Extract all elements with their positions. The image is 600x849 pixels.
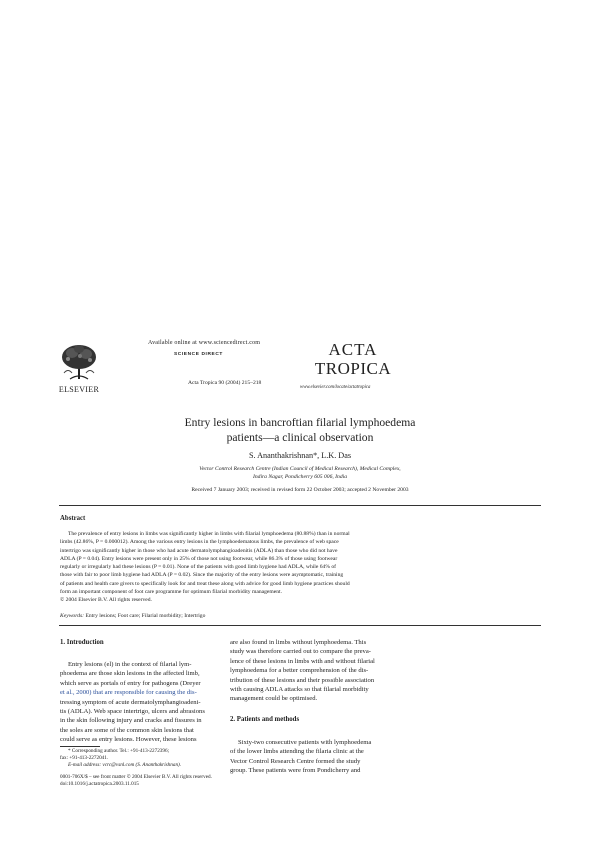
footnote-line-1: * Corresponding author. Tel.: +91-413-2272396; bbox=[68, 748, 170, 754]
abstract-line: regularly or irregularly had these lesions (P = 0.01). None of the patients with good limb hygiene had ADLA, while 64% of bbox=[60, 564, 337, 571]
abstract-bottom-rule bbox=[59, 625, 541, 626]
elsevier-wordmark: ELSEVIER bbox=[58, 385, 100, 394]
intro-line: lence of these lesions in limbs with and without filarial bbox=[230, 657, 375, 665]
methods-line: of the lower limbs attending the filaria clinic at the bbox=[230, 748, 364, 756]
intro-line: tribution of these lesions and their possible association bbox=[230, 676, 375, 684]
abstract-heading: Abstract bbox=[60, 515, 86, 522]
abstract-line: intertrigo was significantly higher in those who had acute dermatolymphangioadenitis (ADLA) than those who did not have bbox=[60, 547, 338, 554]
footer-line-1: 0001-706X/$ – see front matter © 2004 Elsevier B.V. All rights reserved. bbox=[60, 774, 212, 780]
intro-line: are also found in limbs without lymphoedema. This bbox=[230, 639, 367, 646]
keywords-list: Entry lesions; Foot care; Filarial morbidity; Intertrigo bbox=[85, 613, 206, 619]
footnote-rule bbox=[60, 746, 100, 747]
journal-logo-line2: TROPICA bbox=[314, 359, 392, 378]
footnote-line-3: E-mail address: vcrc@vsnl.com (S. Ananthakrishnan). bbox=[68, 762, 182, 769]
keywords-label: Keywords: bbox=[60, 613, 85, 619]
intro-left-text bbox=[60, 660, 214, 745]
abstract-line: ADLA (P = 0.04). Entry lesions were present only in 25% of those not using footwear, while 86.3% of those using footwear bbox=[60, 555, 338, 562]
methods-heading: 2. Patients and methods bbox=[230, 716, 300, 723]
title-line-1: Entry lesions in bancroftian filarial lymphoedema bbox=[184, 416, 416, 429]
footnote bbox=[60, 748, 220, 770]
authors: S. Ananthakrishnan*, L.K. Das bbox=[248, 451, 352, 460]
sciencedirect-wordmark: SCIENCE DIRECT bbox=[174, 352, 223, 357]
methods-text bbox=[230, 738, 384, 776]
affiliation-line-1: Vector Control Research Centre (Indian Council of Medical Research), Medical Complex, bbox=[199, 466, 401, 472]
title-line-2: patients—a clinical observation bbox=[226, 430, 374, 444]
abstract-line: form an important component of foot care programme for optimum filarial morbidity management. bbox=[60, 589, 282, 596]
intro-line: phoedema are those skin lesions in the affected limb, bbox=[60, 670, 200, 678]
intro-line: lymphoedema for a better comprehension of the dis- bbox=[230, 667, 369, 675]
journal-citation: Acta Tropica 90 (2004) 215–218 bbox=[188, 380, 262, 386]
footer bbox=[60, 774, 340, 788]
article-title bbox=[110, 416, 490, 445]
footer-doi: doi:10.1016/j.actatropica.2003.11.015 bbox=[60, 781, 139, 788]
received-dates: Received 7 January 2003; received in revised form 22 October 2003; accepted 2 November 2003 bbox=[191, 487, 409, 493]
intro-heading: 1. Introduction bbox=[60, 639, 104, 646]
keywords bbox=[60, 612, 205, 620]
intro-line: could serve as entry lesions. However, these lesions bbox=[60, 736, 197, 744]
intro-line: in the skin following injury and cracks and fissures in bbox=[60, 717, 202, 725]
intro-line: with causing ADLA attacks so that filarial morbidity bbox=[230, 686, 369, 694]
methods-line: group. These patients were from Pondicherry and bbox=[230, 767, 361, 775]
intro-line: tressing symptom of acute dermatolymphangioadeni- bbox=[60, 698, 201, 706]
intro-line: tis (ADLA). Web space intertrigo, ulcers and abrasions bbox=[60, 708, 205, 716]
journal-url: www.elsevier.com/locate/actatropica bbox=[300, 385, 371, 390]
abstract-top-rule bbox=[59, 505, 541, 506]
intro-line: et al., 2000) that are responsible for causing the dis- bbox=[60, 689, 197, 697]
affiliation-line-2: Indira Nagar, Pondicherry 605 006, India bbox=[252, 474, 347, 480]
elsevier-tree-icon bbox=[58, 343, 100, 381]
journal-logo-line1: ACTA bbox=[328, 340, 378, 359]
abstract-line: The prevalence of entry lesions in limbs was significantly higher in limbs with filarial lymphoedema (80.88%) than in normal bbox=[68, 531, 350, 537]
acta-tropica-logo bbox=[308, 340, 398, 382]
intro-line: which serve as portals of entry for pathogens (Dreyer bbox=[60, 679, 201, 687]
methods-line: Vector Control Research Centre formed the study bbox=[230, 757, 361, 765]
footnote-line-2: fax: +91-413-2272041. bbox=[60, 755, 109, 762]
intro-line: management could be optimised. bbox=[230, 695, 318, 703]
abstract-line: limbs (42.86%, P = 0.000012). Among the various entry lesions in the lymphoedematous limbs, the prevalence of web space bbox=[60, 539, 339, 546]
sciencedirect-logo bbox=[174, 352, 223, 357]
abstract-body bbox=[60, 530, 540, 605]
elsevier-logo bbox=[58, 343, 100, 394]
abstract-line: those with fair to poor limb hygiene had ADLA (P = 0.02). Since the majority of the entry lesions were asymptomatic, training bbox=[60, 572, 344, 579]
methods-line: Sixty-two consecutive patients with lymphoedema bbox=[238, 739, 372, 746]
intro-right-text bbox=[230, 638, 384, 704]
abstract-line: of patients and health care givers to specifically look for and treat these along with advice for good limb hygiene practices should bbox=[60, 580, 350, 587]
available-online: Available online at www.sciencedirect.com bbox=[148, 340, 261, 346]
intro-line: Entry lesions (el) in the context of filarial lym- bbox=[68, 661, 192, 668]
intro-line: the soles are some of the common skin lesions that bbox=[60, 726, 194, 734]
affiliation bbox=[100, 465, 500, 481]
intro-line: study was therefore carried out to compare the preva- bbox=[230, 648, 371, 656]
abstract-copyright: © 2004 Elsevier B.V. All rights reserved. bbox=[60, 597, 152, 604]
